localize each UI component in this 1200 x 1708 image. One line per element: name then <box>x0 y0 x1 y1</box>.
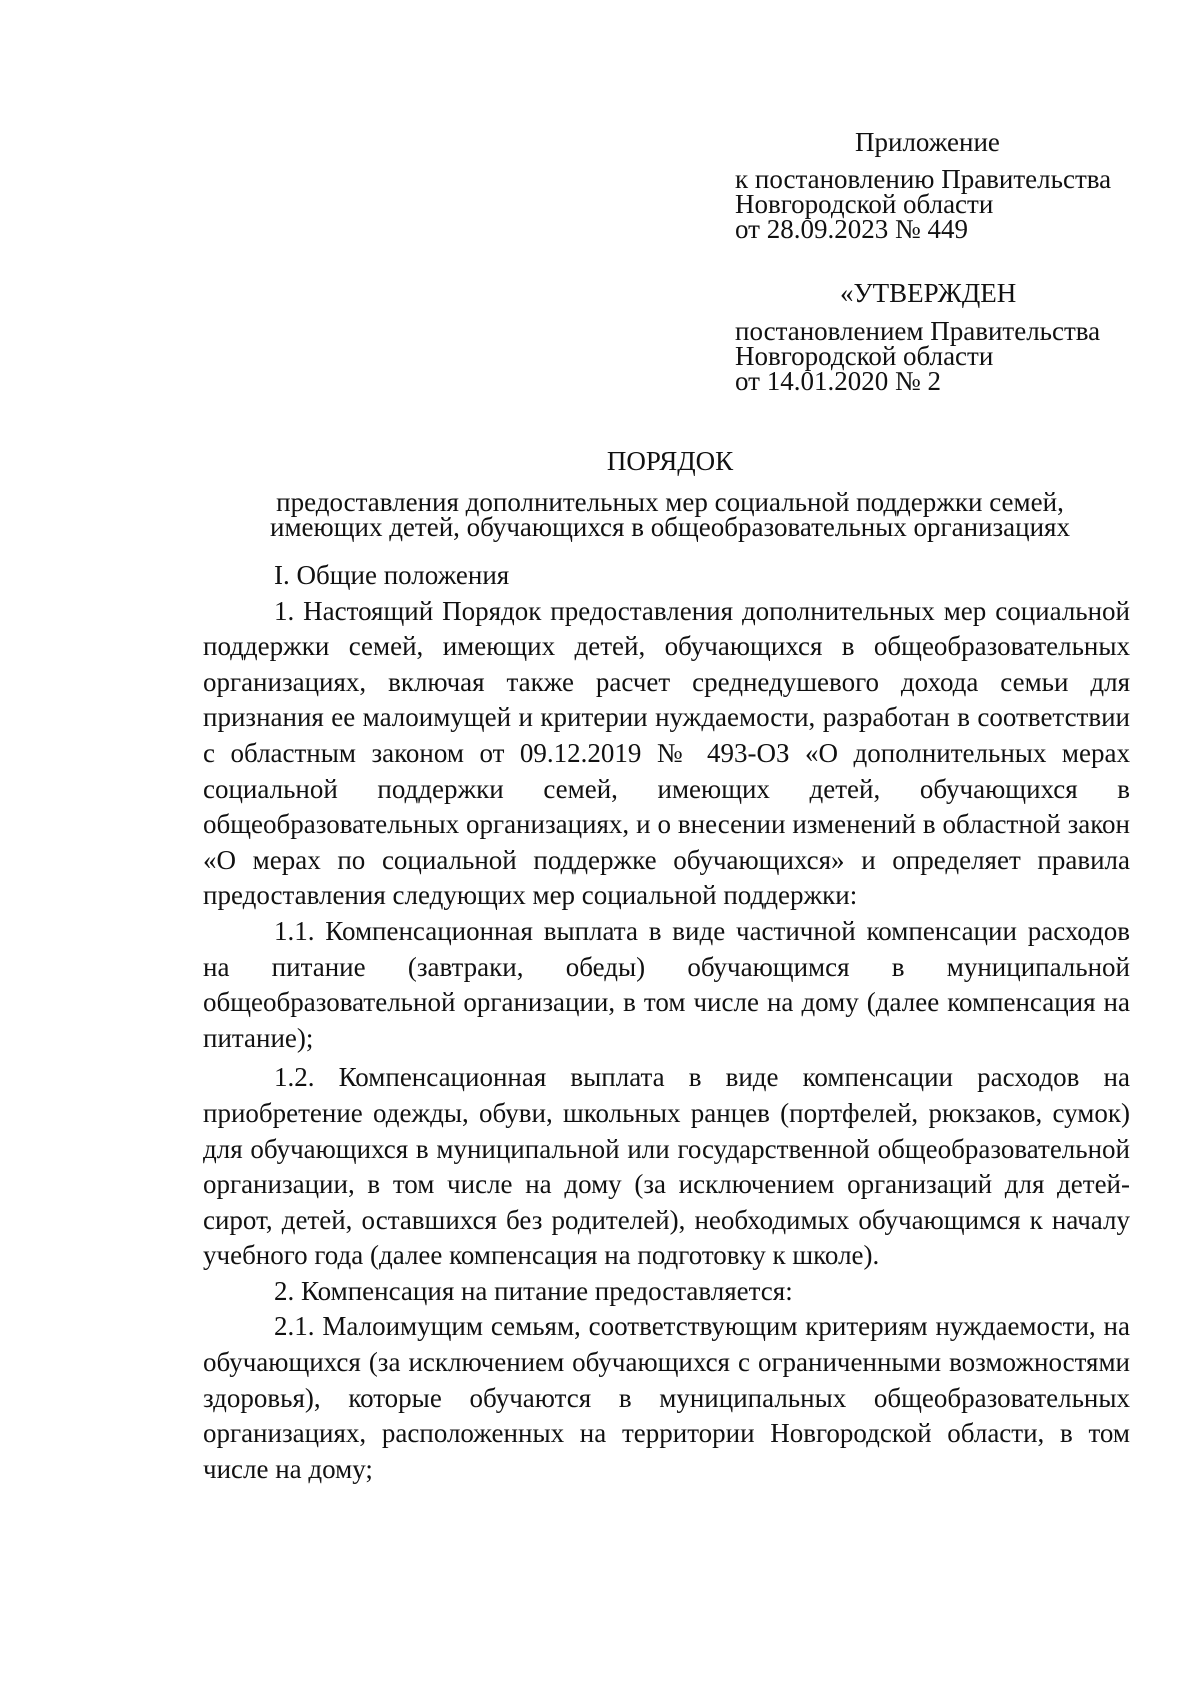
subtitle-line: имеющих детей, обучающихся в общеобразовательных организациях <box>270 512 1070 542</box>
document-subtitle <box>0 487 1200 542</box>
approved-line: Новгородской области <box>735 341 994 371</box>
document-title: ПОРЯДОК <box>606 446 734 476</box>
appendix-header <box>735 127 1112 244</box>
subtitle-line: предоставления дополнительных мер социальной поддержки семей, <box>276 487 1064 517</box>
appendix-line: Новгородской области <box>735 189 994 219</box>
approved-line: постановлением Правительства <box>735 316 1101 346</box>
approved-line: от 14.01.2020 № 2 <box>735 366 941 396</box>
paragraph: 2. Компенсация на питание предоставляется: <box>274 1275 793 1306</box>
paragraph: 1.2. Компенсационная выплата в виде компенсации расходов на приобретение одежды, обуви, школьных ранцев (портфелей, рюкзаков, сумок) для обучающихся в муниципальной или государственной общеобразовательной организации, в том числе на дому (за исключением организаций для детей-сирот, детей, оставшихся без родителей), необходимых обучающимся к началу учебного года (далее компенсация на подготовку к школе). <box>203 1062 1130 1271</box>
appendix-line: к постановлению Правительства <box>735 164 1112 194</box>
paragraph: 1.1. Компенсационная выплата в виде частичной компенсации расходов на питание (завтраки, обеды) обучающимся в муниципальной общеобразовательной организации, в том числе на дому (далее компенсация на питание); <box>203 915 1130 1053</box>
paragraph: 2.1. Малоимущим семьям, соответствующим критериям нуждаемости, на обучающихся (за исключением обучающихся с ограниченными возможностями здоровья), которые обучаются в муниципальных общеобразовательных организациях, расположенных на территории Новгородской области, в том числе на дому; <box>203 1311 1130 1484</box>
approved-header <box>735 278 1101 396</box>
appendix-line: от 28.09.2023 № 449 <box>735 214 968 244</box>
document-body <box>203 558 1130 1487</box>
paragraph: 1. Настоящий Порядок предоставления дополнительных мер социальной поддержки семей, имеющих детей, обучающихся в общеобразовательных организациях, включая также расчет среднедушевого дохода семьи для признания ее малоимущей и критерии нуждаемости, разработан в соответствии с областным законом от 09.12.2019 № 493-ОЗ «О дополнительных мерах социальной поддержки семей, имеющих детей, обучающихся в общеобразовательных организациях, и о внесении изменений в областной закон «О мерах по социальной поддержке обучающихся» и определяет правила предоставления следующих мер социальной поддержки: <box>203 595 1130 911</box>
appendix-title: Приложение <box>855 127 1000 157</box>
section-heading: I. Общие положения <box>274 560 510 590</box>
approved-title: «УТВЕРЖДЕН <box>840 278 1017 308</box>
